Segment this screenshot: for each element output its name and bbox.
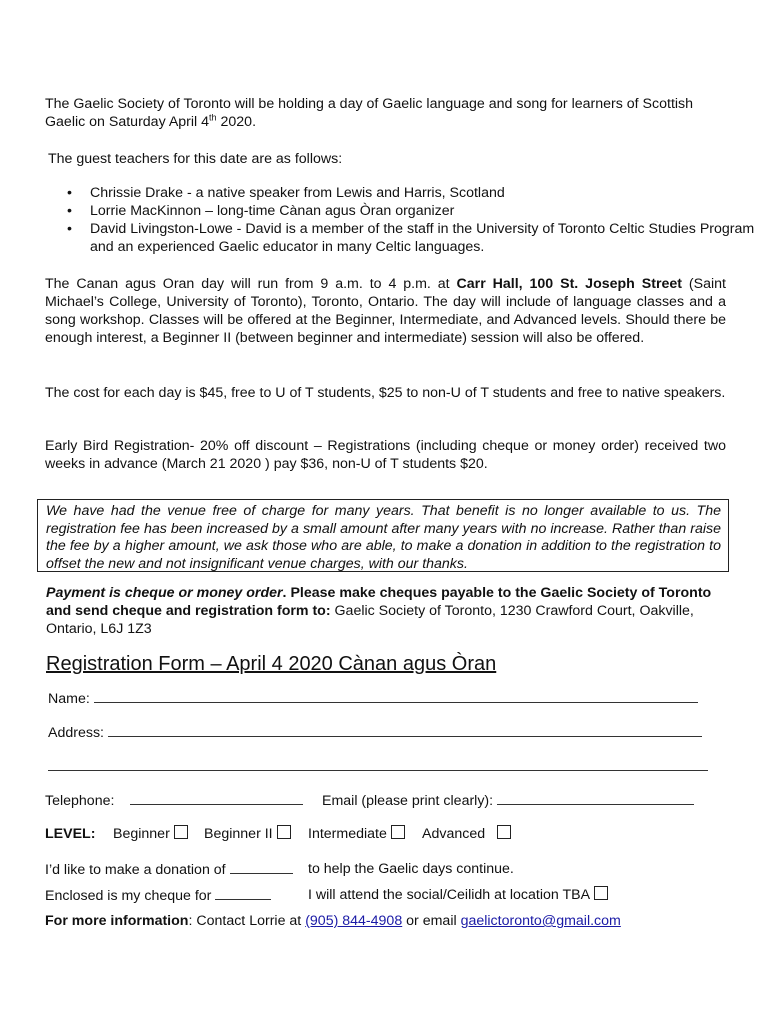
intro-text: The Gaelic Society of Toronto will be holding a day of Gaelic language and song for learners of Scottish Gaelic on Saturday April 4: [45, 96, 694, 130]
teacher-item: [67, 184, 770, 202]
level-option-label: Beginner II: [204, 826, 273, 842]
telephone-row: [45, 791, 303, 810]
cost-paragraph: The cost for each day is $45, free to U of T students, $25 to non-U of T students and free to native speakers.: [45, 385, 726, 401]
level-option-intermediate: [308, 825, 405, 843]
donation-suffix: to help the Gaelic days continue.: [308, 861, 514, 877]
advanced-checkbox[interactable]: [497, 825, 511, 839]
intro-year: 2020.: [216, 114, 257, 130]
level-row: [45, 825, 95, 843]
payment-instruction: Please make cheques payable to the Gaelic Society of Toronto and send cheque and registration form to:: [46, 585, 712, 619]
address-row: [48, 723, 702, 742]
bullet-icon: •: [67, 221, 72, 237]
level-option-beginner-ii: [204, 825, 291, 843]
contact-mid: or email: [402, 913, 461, 929]
level-option-advanced: [422, 825, 511, 843]
early-bird-paragraph: Early Bird Registration- 20% off discount – Registrations (including cheque or money order) received two weeks in advance (March 21 2020 ) pay $36, non-U of T students $20.: [45, 438, 726, 472]
level-option-label: Intermediate: [308, 826, 387, 842]
contact-lead: For more information: [45, 913, 189, 929]
donation-suffix-row: [308, 860, 514, 878]
teacher-item: [67, 220, 770, 256]
beginner-checkbox[interactable]: [174, 825, 188, 839]
level-option-beginner: [113, 825, 188, 843]
form-title: Registration Form – April 4 2020 Cànan agus Òran: [46, 653, 497, 675]
guest-intro: The guest teachers for this date are as follows:: [48, 151, 343, 167]
name-row: [48, 689, 698, 708]
address-label: Address:: [48, 725, 104, 741]
contact-phone-link[interactable]: (905) 844-4908: [305, 913, 403, 929]
contact-row: [45, 912, 621, 930]
payment-lead-end: .: [282, 585, 287, 601]
beginner-ii-checkbox[interactable]: [277, 825, 291, 839]
teacher-text: Chrissie Drake - a native speaker from Lewis and Harris, Scotland: [90, 185, 505, 201]
level-option-label: Advanced: [422, 826, 486, 842]
social-label: I will attend the social/Ceilidh at location TBA: [308, 887, 591, 903]
email-label: Email (please print clearly):: [322, 793, 494, 809]
cheque-amount-field[interactable]: [215, 886, 271, 900]
bullet-icon: •: [67, 203, 72, 219]
level-label: LEVEL:: [45, 826, 96, 842]
ordinal-suffix: th: [209, 112, 217, 123]
mailing-address: Gaelic Society of Toronto, 1230 Crawford Court, Oakville, Ontario, L6J 1Z3: [46, 603, 694, 637]
social-row: [308, 886, 608, 904]
address-field-line-2[interactable]: [48, 757, 708, 771]
day-info-text: The Canan agus Oran day will run from 9 a.m. to 4 p.m. at: [45, 276, 457, 292]
donation-amount-field[interactable]: [230, 860, 293, 874]
venue-note-box: We have had the venue free of charge for many years. That benefit is no longer available to us. The registration fee has been increased by a small amount after many years with no increase. Rather than raise the fee by a higher amount, we ask those who are able, to make a donation in addition to the registration to offset the new and not insignificant venue charges, with our thanks.: [37, 499, 729, 572]
cheque-label: Enclosed is my cheque for: [45, 888, 212, 904]
donation-row: [45, 860, 293, 879]
address-line-2-row: [48, 757, 708, 776]
intro-paragraph: [45, 95, 735, 131]
payment-paragraph: [46, 584, 726, 638]
payment-lead: Payment is cheque or money order: [46, 585, 283, 601]
level-option-label: Beginner: [113, 826, 170, 842]
telephone-field[interactable]: [130, 791, 303, 805]
day-info-paragraph: [45, 275, 726, 347]
telephone-label: Telephone:: [45, 793, 115, 809]
donation-label: I’d like to make a donation of: [45, 862, 226, 878]
teacher-text: Lorrie MacKinnon – long-time Cànan agus Òran organizer: [90, 203, 455, 219]
bullet-icon: •: [67, 185, 72, 201]
teacher-list: [45, 184, 770, 256]
name-label: Name:: [48, 691, 90, 707]
teacher-text: David Livingston-Lowe - David is a member of the staff in the University of Toronto Celtic Studies Program and an experienced Gaelic educator in many Celtic languages.: [90, 221, 755, 255]
email-row: [322, 791, 694, 810]
social-checkbox[interactable]: [594, 886, 608, 900]
teacher-item: [67, 202, 770, 220]
contact-email-link[interactable]: gaelictoronto@gmail.com: [460, 913, 621, 929]
day-info-details: (Saint Michael’s College, University of Toronto), Toronto, Ontario. The day will include of language classes and a song workshop. Classes will be offered at the Beginner, Intermediate, and Advanced levels. Should there be enough interest, a Beginner II (between beginner and intermediate) session will also be offered.: [45, 276, 726, 346]
address-field[interactable]: [108, 723, 702, 737]
venue-location: Carr Hall, 100 St. Joseph Street: [456, 276, 682, 292]
name-field[interactable]: [94, 689, 698, 703]
intermediate-checkbox[interactable]: [391, 825, 405, 839]
cheque-row: [45, 886, 271, 905]
email-field[interactable]: [497, 791, 694, 805]
contact-text: : Contact Lorrie at: [188, 913, 306, 929]
